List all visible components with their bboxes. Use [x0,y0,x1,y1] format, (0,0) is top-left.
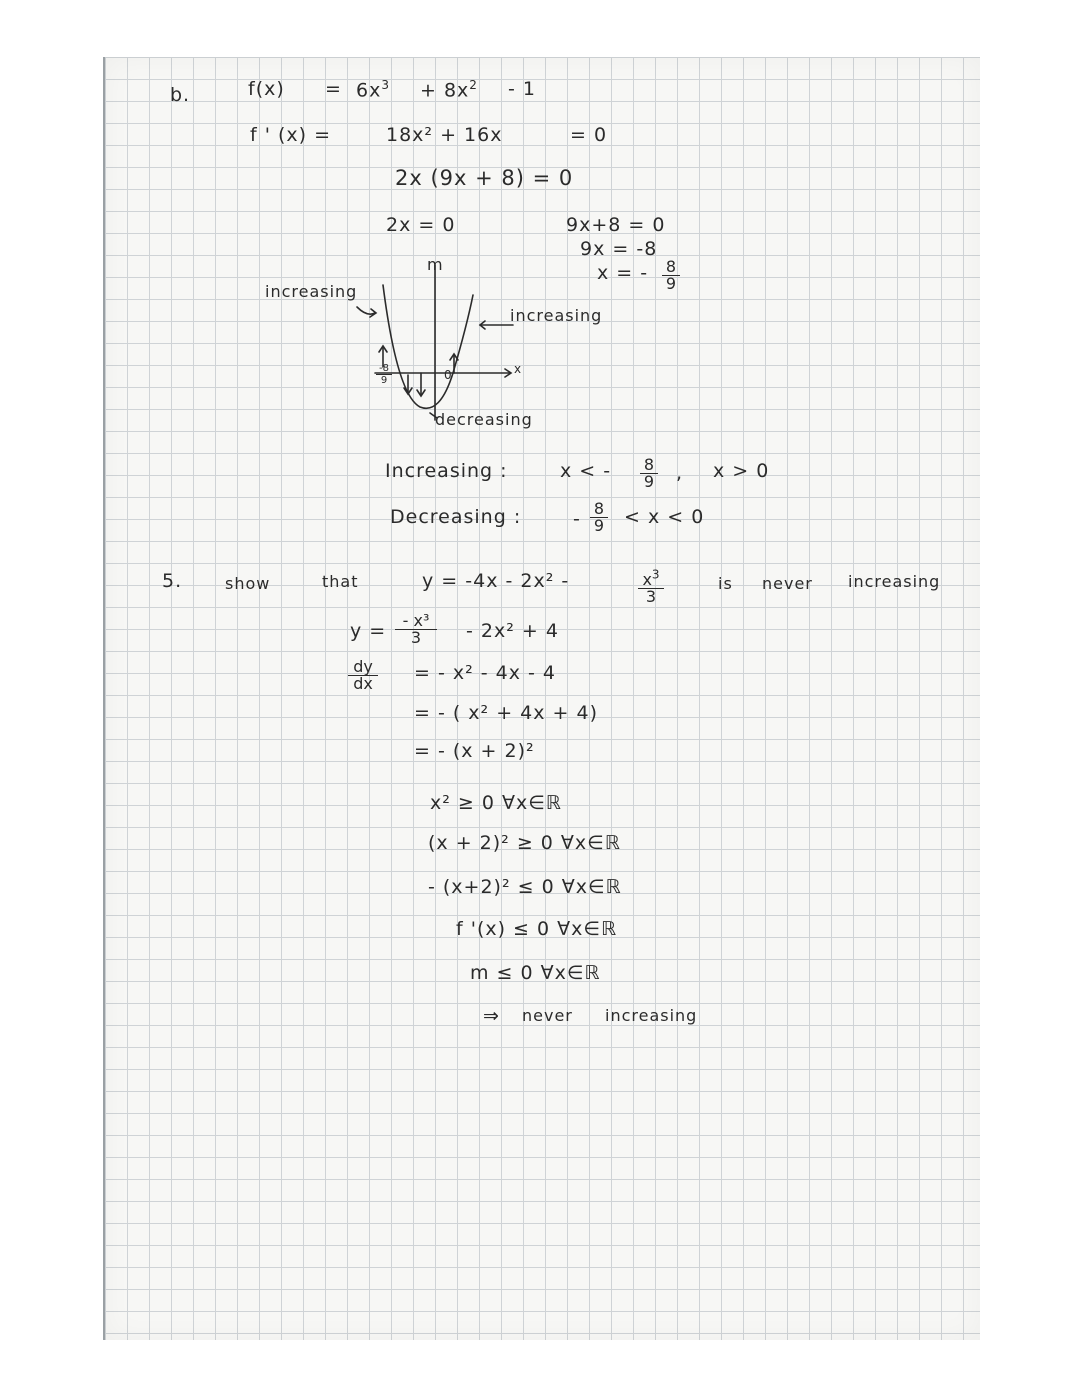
increasing-fraction: 8 9 [640,458,658,489]
y-fraction: - x³ 3 [395,614,437,645]
root-2-line1: 9x+8 = 0 [566,214,666,236]
factored-form: 2x (9x + 8) = 0 [395,166,574,190]
inequality-4: f '(x) ≤ 0 ∀x∈ℝ [456,918,617,940]
decreasing-label: Decreasing : [390,506,522,528]
conclusion-arrow: ⇒ [483,1005,500,1027]
part-b-label: b. [170,84,191,106]
f-lhs: f(x) [248,78,285,100]
inequality-1: x² ≥ 0 ∀x∈ℝ [430,792,562,814]
root-1: 2x = 0 [386,214,456,236]
f-term-a: $6x^3$ [356,78,390,102]
y-lhs: y = [350,620,387,642]
fprime-rhs: 18x² + 16x [386,124,503,146]
fprime-eq0: = 0 [570,124,608,146]
decreasing-fraction: 8 9 [590,502,608,533]
increasing-cond-a: x < - [560,460,612,482]
root-2-line3: x = - [597,262,649,284]
f-term-b: + $8x^2$ [420,78,478,102]
fprime-lhs: f ' (x) = [250,124,332,146]
word-never: never [762,574,813,593]
given-fraction: $x^3$ 3 [638,568,664,604]
sketch-curve [383,285,473,408]
increasing-separator: , [676,462,684,484]
f-term-c: - 1 [508,78,536,100]
inequality-2: (x + 2)² ≥ 0 ∀x∈ℝ [428,832,621,854]
word-is: is [718,574,733,593]
decreasing-cond: < x < 0 [624,506,705,528]
sketch-label-zero: 0 [444,368,453,382]
root-2-fraction: 8 9 [662,260,680,291]
sketch-label-increasing-left: increasing [265,282,358,301]
conclusion-increasing: increasing [605,1006,698,1025]
inequality-5: m ≤ 0 ∀x∈ℝ [470,962,601,984]
conclusion-never: never [522,1006,573,1025]
root-2-line2: 9x = -8 [580,238,658,260]
grid-paper [103,57,980,1340]
word-that: that [322,572,359,591]
factor-line-1: = - ( x² + 4x + 4) [414,702,598,724]
word-increasing: increasing [848,572,941,591]
given-function: y = -4x - 2x² - [422,570,570,592]
factor-line-2: = - (x + 2)² [414,740,535,762]
derivative-line: = - x² - 4x - 4 [414,662,557,684]
sketch-label-increasing-right: increasing [510,306,603,325]
inequality-3: - (x+2)² ≤ 0 ∀x∈ℝ [428,876,622,898]
sketch-label-x: x [514,362,523,376]
sketch-label-decreasing: decreasing [435,410,533,429]
parabola-sketch [335,255,625,425]
sketch-label-m: m [427,255,444,274]
sketch-root-fraction: -8 9 [376,364,392,385]
increasing-cond-b: x > 0 [713,460,770,482]
increasing-label: Increasing : [385,460,508,482]
word-show: show [225,574,271,593]
part-5-label: 5. [162,570,183,592]
y-rest: - 2x² + 4 [466,620,559,642]
dy-dx: dy dx [348,660,378,691]
f-equals: = [325,78,342,100]
decreasing-minus: - [573,508,581,530]
